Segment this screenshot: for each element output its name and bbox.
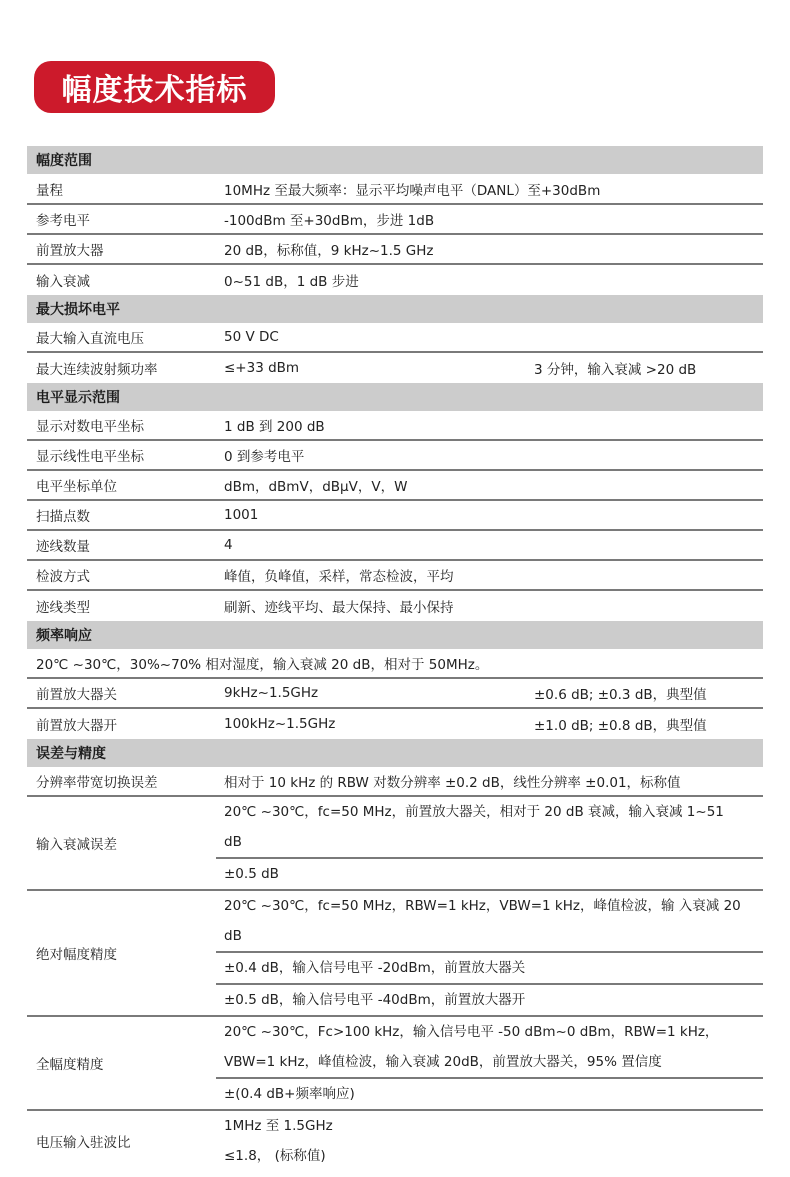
section-header-amplitude-range: 幅度范围 [27, 146, 763, 174]
row-label: 输入衰减误差 [36, 837, 117, 853]
table-row [27, 411, 763, 441]
section-header-level-display-range: 电平显示范围 [27, 383, 763, 411]
row-label: 量程 [36, 182, 63, 199]
row-value: 刷新、迹线平均、最大保持、最小保持 [224, 600, 454, 616]
table-row [27, 501, 763, 531]
row-value: 1001 [224, 507, 259, 523]
row-label: 前置放大器开 [36, 718, 117, 734]
vswr-group [27, 1111, 763, 1171]
row-value: ±0.4 dB，输入信号电平 -20dBm，前置放大器关 [224, 960, 526, 976]
spec-table [27, 146, 763, 1171]
condition-line: 20℃ ~30℃，fc=50 MHz，前置放大器关，相对于 20 dB 衰减，输入衰减 1~51 [224, 804, 724, 820]
row-value: 1 dB 到 200 dB [224, 419, 325, 435]
row-value: dBm，dBmV，dBμV，V，W [224, 479, 408, 495]
row-extra: 3 分钟，输入衰减 >20 dB [534, 362, 697, 378]
row-label: 最大连续波射频功率 [36, 362, 158, 378]
row-label: 迹线数量 [36, 539, 90, 555]
row-label: 全幅度精度 [36, 1057, 104, 1073]
row-value: ≤1.8， (标称值) [224, 1148, 326, 1164]
row-value: 50 V DC [224, 329, 279, 345]
condition-line: VBW=1 kHz，峰值检波，输入衰减 20dB，前置放大器关，95% 置信度 [224, 1054, 662, 1070]
table-row [27, 353, 763, 383]
row-label: 显示对数电平坐标 [36, 419, 144, 435]
input-attenuation-error-group [27, 797, 763, 891]
row-label: 显示线性电平坐标 [36, 449, 144, 465]
row-value: 0~51 dB，1 dB 步进 [224, 274, 359, 290]
row-value: -100dBm 至+30dBm，步进 1dB [224, 213, 435, 229]
row-label: 参考电平 [36, 213, 90, 229]
row-label: 前置放大器关 [36, 687, 117, 703]
absolute-amplitude-accuracy-group [27, 891, 763, 1017]
row-label: 检波方式 [36, 569, 90, 585]
table-row [27, 591, 763, 621]
row-value: ±(0.4 dB+频率响应) [224, 1086, 355, 1102]
table-row [27, 561, 763, 591]
table-row [27, 531, 763, 561]
condition-line: dB [224, 834, 242, 850]
row-label: 输入衰减 [36, 274, 90, 290]
row-value: 1MHz 至 1.5GHz [224, 1118, 333, 1134]
row-label: 分辨率带宽切换误差 [36, 775, 158, 791]
full-amplitude-accuracy-group [27, 1017, 763, 1111]
row-value: 100kHz~1.5GHz [224, 716, 336, 732]
row-value: 9kHz~1.5GHz [224, 685, 319, 701]
note-text: 20℃ ~30℃，30%~70% 相对湿度，输入衰减 20 dB，相对于 50MHz。 [36, 657, 489, 673]
section-header-error-accuracy: 误差与精度 [27, 739, 763, 767]
condition-line: 20℃ ~30℃，Fc>100 kHz，输入信号电平 -50 dBm~0 dBm，RBW=1 kHz， [224, 1024, 719, 1040]
condition-line: dB [224, 928, 242, 944]
row-label: 电压输入驻波比 [36, 1135, 131, 1151]
condition-line: 20℃ ~30℃，fc=50 MHz，RBW=1 kHz，VBW=1 kHz，峰值检波，输 入衰减 20 [224, 898, 741, 914]
table-row [27, 323, 763, 353]
row-label: 绝对幅度精度 [36, 947, 117, 963]
table-row [27, 441, 763, 471]
page-title: 幅度技术指标 [34, 61, 275, 113]
row-value: 4 [224, 537, 233, 553]
section-header-frequency-response: 频率响应 [27, 621, 763, 649]
row-value: 20 dB，标称值，9 kHz~1.5 GHz [224, 243, 434, 259]
row-label: 电平坐标单位 [36, 479, 117, 495]
row-extra: ±1.0 dB; ±0.8 dB，典型值 [534, 718, 707, 734]
row-value: ±0.5 dB，输入信号电平 -40dBm，前置放大器开 [224, 992, 526, 1008]
table-row [27, 174, 763, 205]
row-value: 10MHz 至最大频率：显示平均噪声电平（DANL）至+30dBm [224, 182, 601, 199]
row-value: 峰值，负峰值，采样，常态检波，平均 [224, 569, 454, 585]
row-label: 前置放大器 [36, 243, 104, 259]
table-row [27, 679, 763, 709]
table-row [27, 205, 763, 235]
table-row [27, 767, 763, 797]
table-row [27, 471, 763, 501]
row-value: ≤+33 dBm [224, 360, 300, 376]
row-label: 迹线类型 [36, 600, 90, 616]
row-extra: ±0.6 dB; ±0.3 dB，典型值 [534, 687, 707, 703]
row-value: ±0.5 dB [224, 866, 279, 882]
row-label: 最大输入直流电压 [36, 331, 144, 347]
table-row [27, 709, 763, 739]
table-row [27, 235, 763, 265]
row-value: 相对于 10 kHz 的 RBW 对数分辨率 ±0.2 dB，线性分辨率 ±0.01，标称值 [224, 775, 681, 791]
table-row [27, 265, 763, 295]
row-value: 0 到参考电平 [224, 449, 305, 465]
section-header-max-damage-level: 最大损坏电平 [27, 295, 763, 323]
frequency-response-note [27, 649, 763, 679]
row-label: 扫描点数 [36, 509, 90, 525]
